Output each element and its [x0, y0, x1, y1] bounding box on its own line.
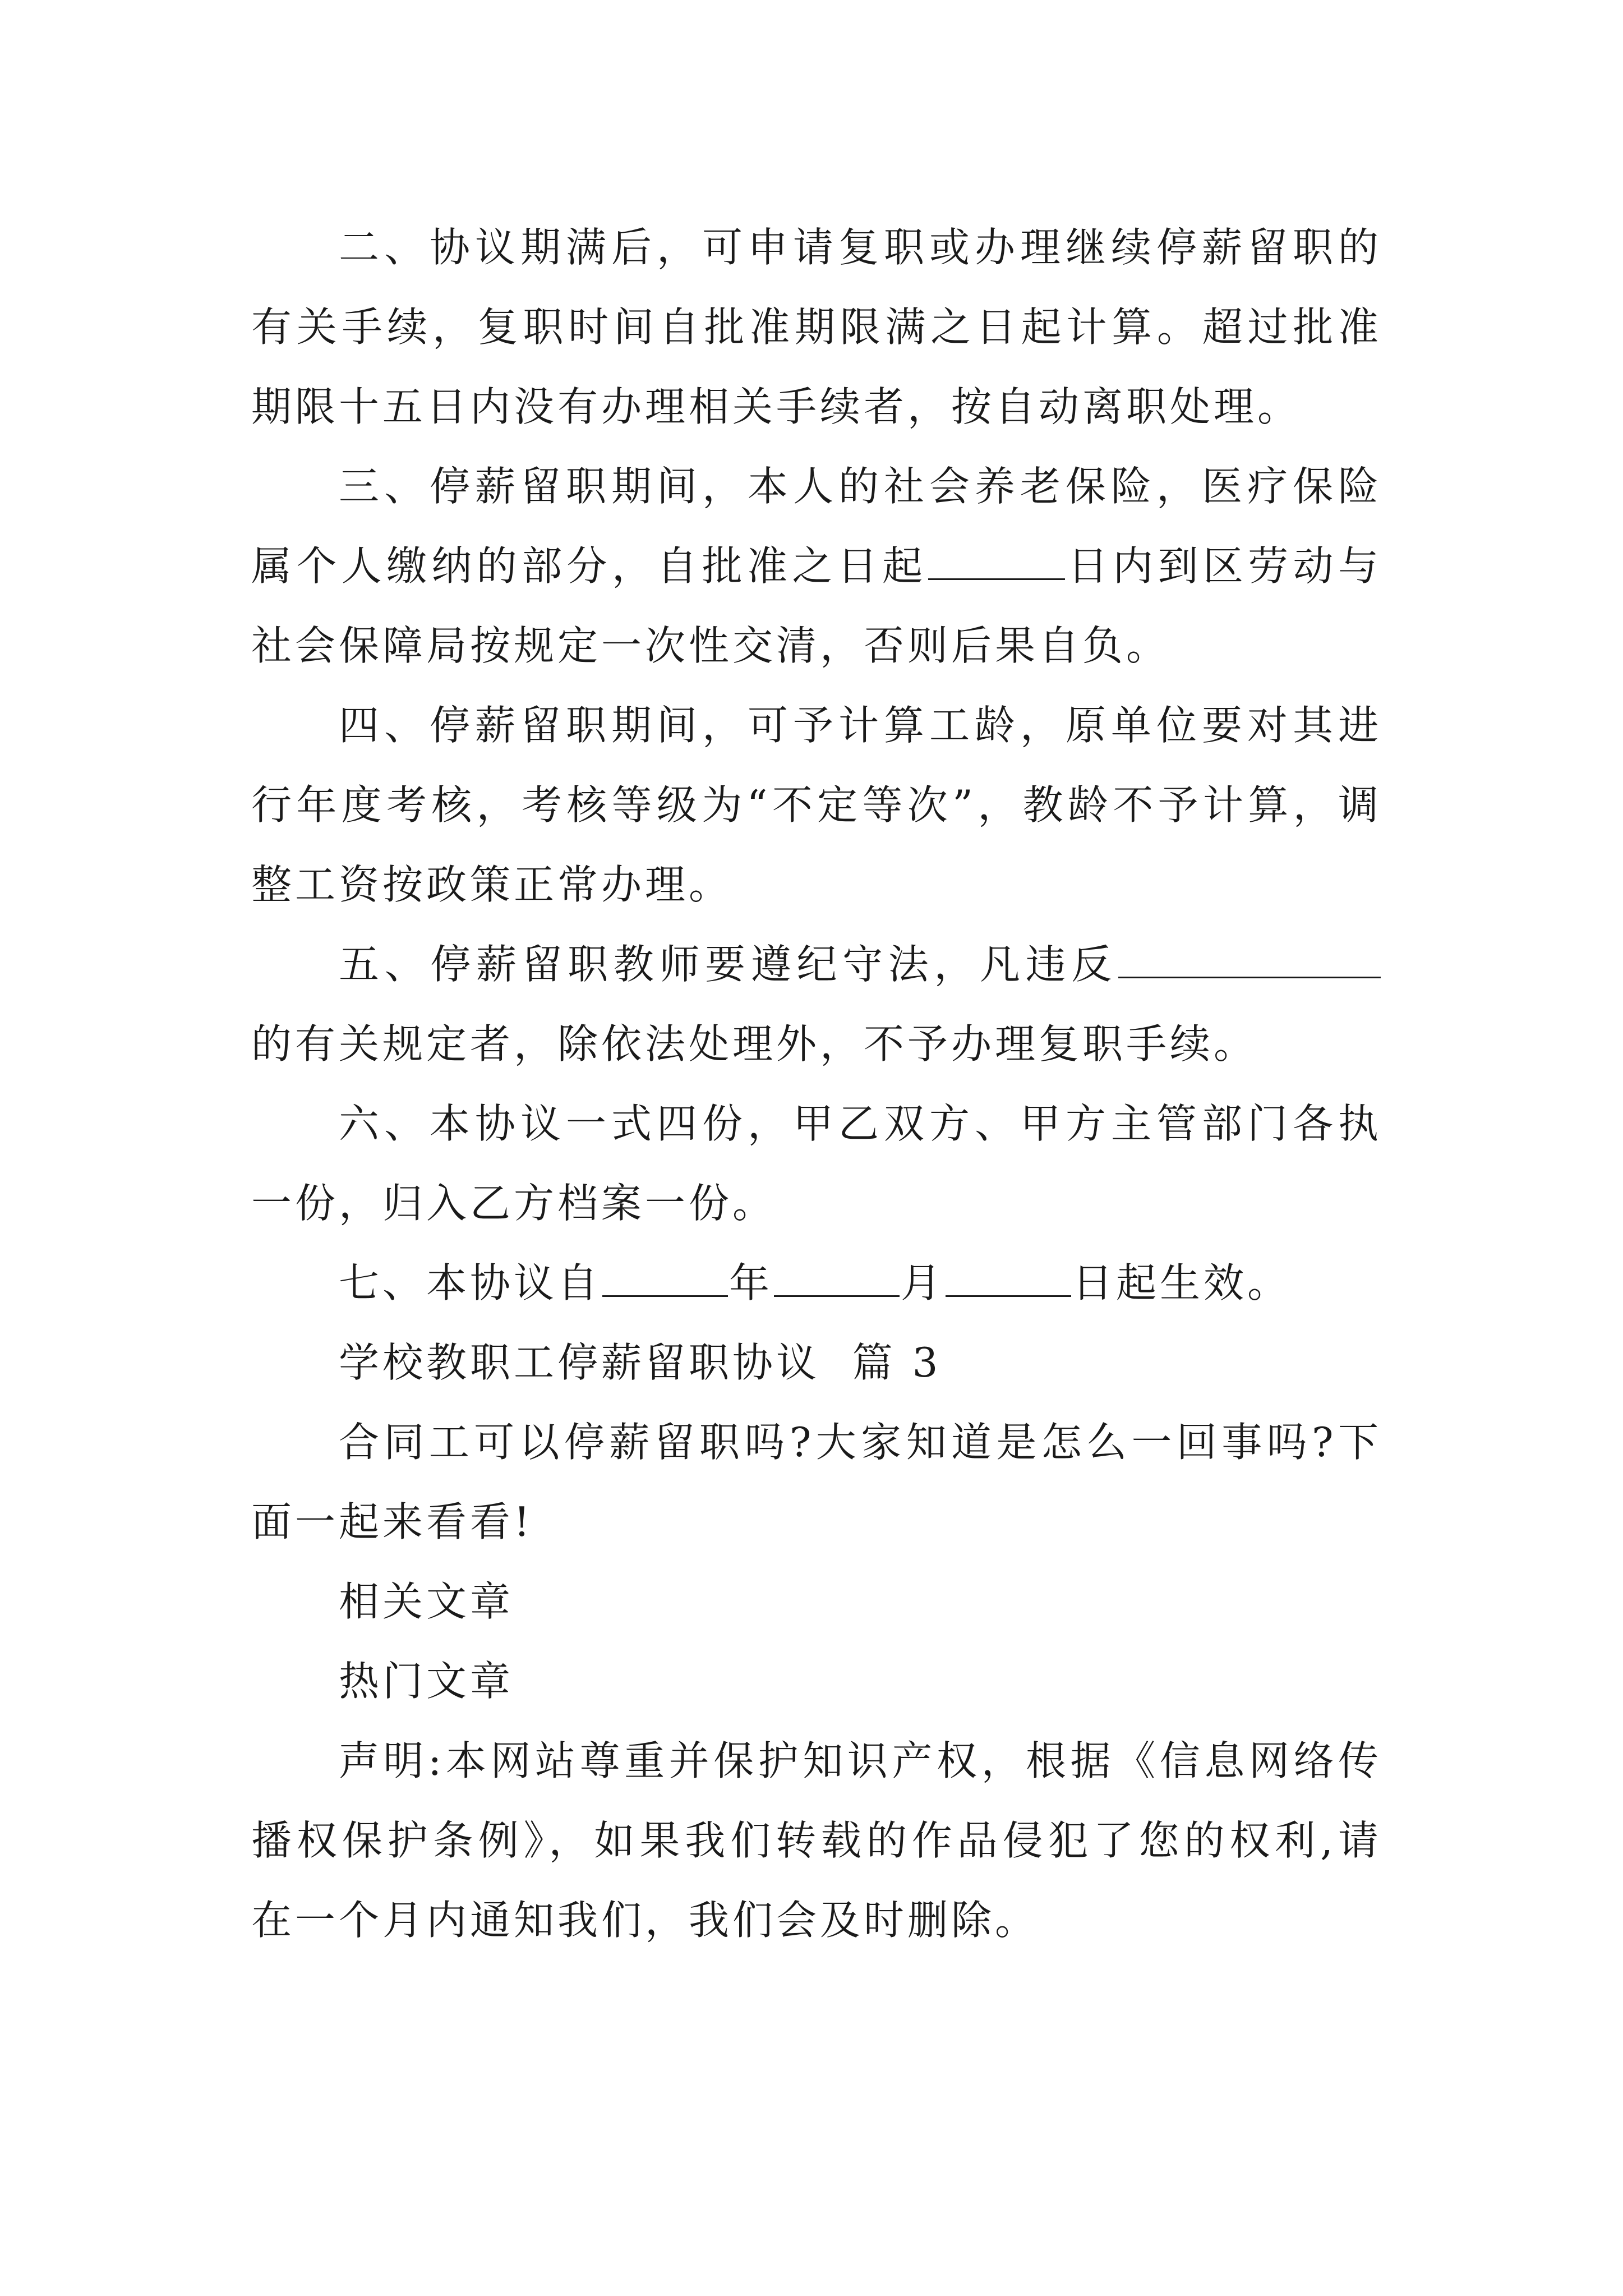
copyright-notice: 声明:本网站尊重并保护知识产权，根据《信息网络传播权保护条例》，如果我们转载的作品侵犯了您的权利,请在一个月内通知我们，我们会及时删除。	[251, 1737, 1382, 1944]
fill-in-blank-month[interactable]	[774, 1264, 900, 1297]
clause-3-text-start: 三、停薪留职期间，本人的社会养老保险，医疗保险属个人缴纳的部分，自批准之日起	[251, 463, 1382, 590]
paragraph-clause-3	[251, 447, 1382, 685]
paragraph-clause-4: 四、停薪留职期间，可予计算工龄，原单位要对其进行年度考核，考核等级为“不定等次”，教龄不予计算，调整工资按政策正常办理。	[251, 702, 1382, 908]
related-articles-link[interactable]: 相关文章	[339, 1578, 514, 1625]
section-heading: 学校教职工停薪留职协议 篇 3	[339, 1339, 942, 1386]
clause-7-month-label: 月	[901, 1259, 945, 1306]
clause-7-text-start: 七、本协议自	[339, 1259, 602, 1306]
fill-in-blank-day[interactable]	[946, 1264, 1071, 1297]
hot-articles-link[interactable]: 热门文章	[339, 1658, 514, 1705]
clause-5-text-start: 五、停薪留职教师要遵纪守法，凡违反	[339, 941, 1117, 988]
fill-in-blank-regulation[interactable]	[1118, 945, 1381, 978]
paragraph-clause-6: 六、本协议一式四份，甲乙双方、甲方主管部门各执一份，归入乙方档案一份。	[251, 1100, 1382, 1227]
paragraph-clause-5	[251, 924, 1382, 1084]
paragraph-clause-7	[251, 1243, 1382, 1323]
clause-5-text-end: 的有关规定者，除依法处理外，不予办理复职手续。	[251, 1020, 1258, 1068]
intro-paragraph: 合同工可以停薪留职吗?大家知道是怎么一回事吗?下面一起来看看!	[251, 1419, 1382, 1545]
fill-in-blank-days[interactable]	[928, 547, 1065, 580]
paragraph-clause-2: 二、协议期满后，可申请复职或办理继续停薪留职的有关手续，复职时间自批准期限满之日起计算。超过批准期限十五日内没有办理相关手续者，按自动离职处理。	[251, 224, 1382, 430]
document-body	[251, 208, 1382, 1960]
clause-3-text-end: 日内到区劳动与社会保障局按规定一次性交清，否则后果自负。	[251, 542, 1382, 669]
clause-7-year-label: 年	[729, 1259, 773, 1306]
clause-7-text-end: 日起生效。	[1072, 1259, 1292, 1306]
fill-in-blank-year[interactable]	[602, 1264, 728, 1297]
